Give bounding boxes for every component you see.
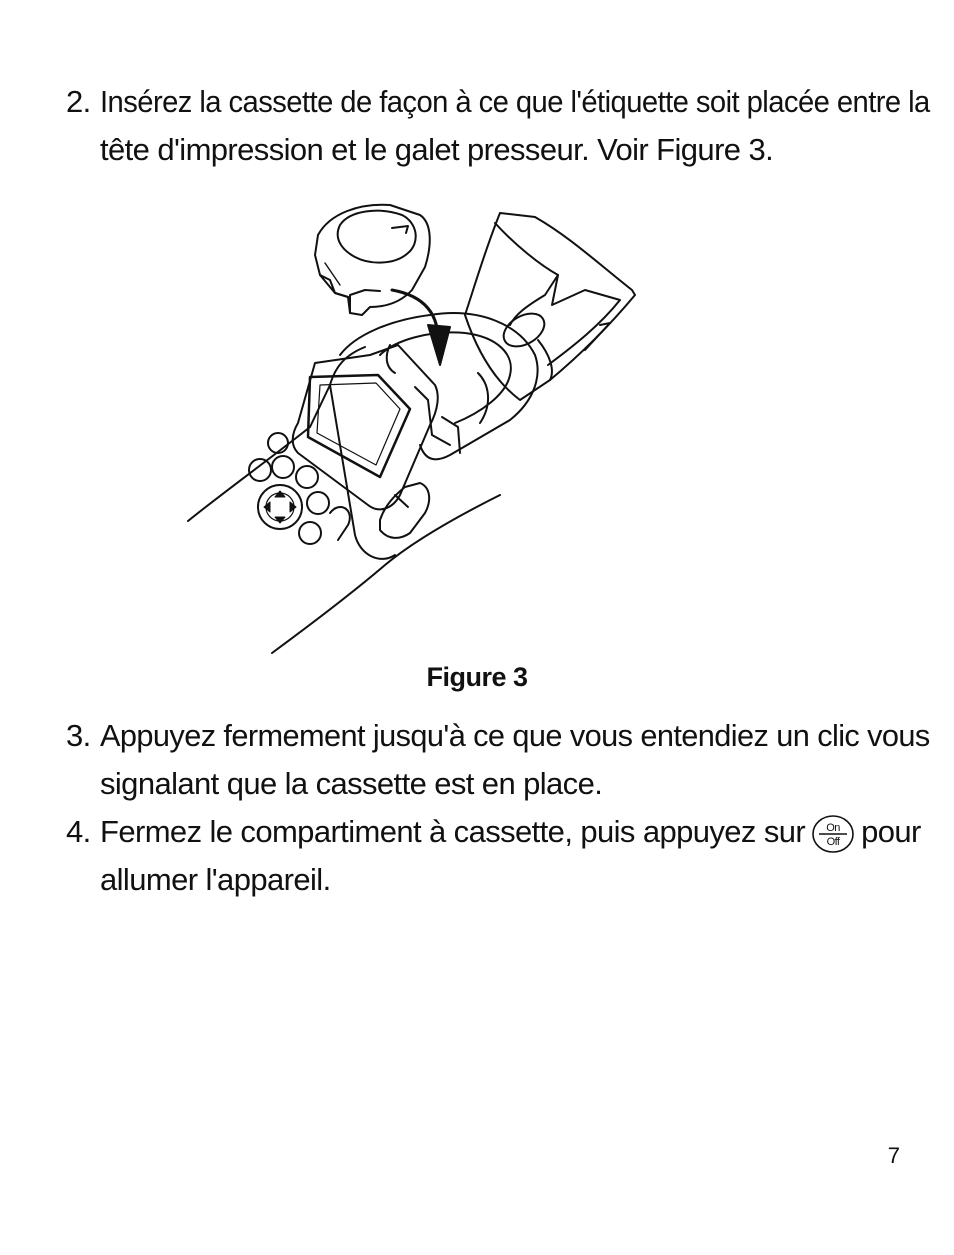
off-label: Off bbox=[826, 835, 840, 848]
label-maker-illustration bbox=[180, 195, 660, 660]
page-number: 7 bbox=[887, 1143, 900, 1168]
on-label: On bbox=[826, 821, 840, 834]
step-text-line: tête d'impression et le galet presseur. Voir Figure 3. bbox=[100, 132, 774, 167]
figure-caption: Figure 3 bbox=[426, 662, 528, 692]
step-number: 4. bbox=[66, 814, 91, 849]
step-text-line: signalant que la cassette est en place. bbox=[100, 766, 603, 801]
step-text-line bbox=[100, 808, 921, 856]
on-off-button-icon bbox=[811, 814, 855, 854]
step-text-line: Appuyez fermement jusqu'à ce que vous entendiez un clic vous bbox=[100, 718, 930, 753]
step-number: 2. bbox=[66, 84, 91, 119]
step-text-line: allumer l'appareil. bbox=[100, 862, 331, 897]
step-number: 3. bbox=[66, 718, 91, 753]
step-text-line: Insérez la cassette de façon à ce que l'étiquette soit placée entre la bbox=[100, 84, 930, 119]
step-text: pour bbox=[861, 814, 921, 849]
step-text: Fermez le compartiment à cassette, puis appuyez sur bbox=[100, 814, 806, 849]
